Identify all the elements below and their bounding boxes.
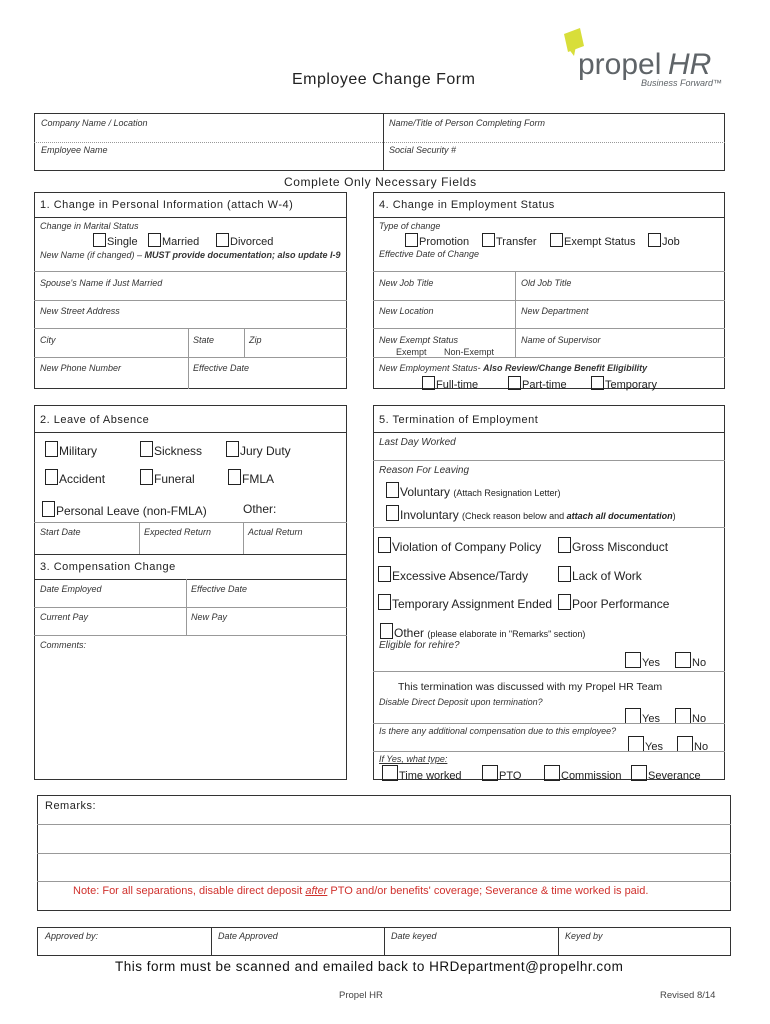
- if-yes-label: If Yes, what type:: [379, 754, 448, 764]
- comments-textarea[interactable]: [36, 652, 345, 778]
- instruction-heading: Complete Only Necessary Fields: [284, 175, 477, 189]
- jury-duty-checkbox[interactable]: [226, 441, 239, 457]
- rehire-no-checkbox[interactable]: [675, 652, 691, 668]
- phone-label: New Phone Number: [40, 363, 122, 373]
- single-checkbox[interactable]: [93, 233, 106, 247]
- employment-status-label: New Employment Status- Also Review/Change Benefit Eligibility: [379, 363, 648, 373]
- new-location-label: New Location: [379, 306, 434, 316]
- commission-checkbox[interactable]: [544, 765, 560, 781]
- commission-option[interactable]: Commission: [544, 765, 622, 782]
- temporary-option[interactable]: Temporary: [591, 376, 657, 391]
- deposit-no-option[interactable]: No: [675, 708, 706, 725]
- supervisor-label: Name of Supervisor: [521, 335, 601, 345]
- keyed-by-label: Keyed by: [565, 931, 603, 941]
- temp-assignment-option[interactable]: Temporary Assignment Ended: [378, 594, 552, 611]
- temp-assignment-checkbox[interactable]: [378, 594, 391, 610]
- street-label: New Street Address: [40, 306, 120, 316]
- poor-performance-checkbox[interactable]: [558, 594, 571, 610]
- additional-comp-label: Is there any additional compensation due to this employee?: [379, 726, 617, 736]
- compensation-heading: 3. Compensation Change: [40, 561, 176, 573]
- exempt-option[interactable]: Exempt: [396, 347, 427, 357]
- military-option[interactable]: Military: [45, 441, 97, 458]
- form-title: Employee Change Form: [292, 71, 476, 88]
- last-day-label: Last Day Worked: [379, 437, 456, 448]
- current-pay-label: Current Pay: [40, 612, 89, 622]
- severance-checkbox[interactable]: [631, 765, 647, 781]
- single-option[interactable]: Single: [93, 233, 138, 248]
- funeral-checkbox[interactable]: [140, 469, 153, 485]
- reason-label: Reason For Leaving: [379, 465, 470, 476]
- new-exempt-label: New Exempt Status: [379, 335, 459, 345]
- accident-checkbox[interactable]: [45, 469, 58, 485]
- remarks-heading: Remarks:: [45, 800, 97, 812]
- additional-yes-option[interactable]: Yes: [628, 736, 663, 753]
- promotion-option[interactable]: Promotion: [405, 233, 469, 248]
- violation-checkbox[interactable]: [378, 537, 391, 553]
- new-name-label: New Name (if changed) – MUST provide documentation; also update I-9: [40, 250, 341, 260]
- personal-heading: 1. Change in Personal Information (attach W-4): [40, 199, 294, 211]
- involuntary-option[interactable]: Involuntary (Check reason below and attach all documentation): [386, 505, 676, 522]
- transfer-checkbox[interactable]: [482, 233, 495, 247]
- direct-deposit-label: Disable Direct Deposit upon termination?: [379, 697, 543, 707]
- additional-no-option[interactable]: No: [677, 736, 708, 753]
- discussed-text: This termination was discussed with my Propel HR Team: [398, 681, 663, 693]
- remarks-input[interactable]: [39, 826, 729, 880]
- funeral-option[interactable]: Funeral: [140, 469, 195, 486]
- time-worked-checkbox[interactable]: [382, 765, 398, 781]
- lack-of-work-option[interactable]: Lack of Work: [558, 566, 642, 583]
- jury-duty-option[interactable]: Jury Duty: [226, 441, 291, 458]
- city-label: City: [40, 335, 56, 345]
- rehire-yes-checkbox[interactable]: [625, 652, 641, 668]
- nonexempt-option[interactable]: Non-Exempt: [444, 347, 495, 357]
- transfer-option[interactable]: Transfer: [482, 233, 537, 248]
- comments-label: Comments:: [40, 640, 87, 650]
- personal-effective-label: Effective Date: [193, 363, 250, 373]
- job-option[interactable]: Job: [648, 233, 680, 248]
- approved-by-label: Approved by:: [45, 931, 99, 941]
- leave-heading: 2. Leave of Absence: [40, 414, 150, 426]
- involuntary-checkbox[interactable]: [386, 505, 399, 521]
- old-job-label: Old Job Title: [521, 278, 572, 288]
- additional-no-checkbox[interactable]: [677, 736, 693, 752]
- type-change-label: Type of change: [379, 221, 441, 231]
- additional-yes-checkbox[interactable]: [628, 736, 644, 752]
- footer-company: Propel HR: [339, 990, 383, 1001]
- term-other-checkbox[interactable]: [380, 623, 393, 639]
- expected-return-label: Expected Return: [144, 527, 212, 537]
- actual-return-label: Actual Return: [248, 527, 303, 537]
- excessive-absence-option[interactable]: Excessive Absence/Tardy: [378, 566, 528, 583]
- footer-instruction: This form must be scanned and emailed back to HRDepartment@propelhr.com: [115, 959, 624, 974]
- fmla-option[interactable]: FMLA: [228, 469, 274, 486]
- pto-checkbox[interactable]: [482, 765, 498, 781]
- promotion-checkbox[interactable]: [405, 233, 418, 247]
- date-employed-label: Date Employed: [40, 584, 102, 594]
- employee-name-input[interactable]: [36, 155, 381, 169]
- start-date-label: Start Date: [40, 527, 81, 537]
- leave-other-label: Other:: [243, 502, 277, 516]
- state-label: State: [193, 335, 215, 345]
- effective-change-label: Effective Date of Change: [379, 249, 480, 259]
- military-checkbox[interactable]: [45, 441, 58, 457]
- comp-effective-label: Effective Date: [191, 584, 248, 594]
- voluntary-option[interactable]: Voluntary (Attach Resignation Letter): [386, 482, 560, 499]
- date-keyed-label: Date keyed: [391, 931, 437, 941]
- voluntary-checkbox[interactable]: [386, 482, 399, 498]
- married-checkbox[interactable]: [148, 233, 161, 247]
- completer-input[interactable]: [385, 128, 723, 141]
- part-time-option[interactable]: Part-time: [508, 376, 567, 391]
- spouse-label: Spouse's Name if Just Married: [40, 278, 163, 288]
- divorced-option[interactable]: Divorced: [216, 233, 273, 248]
- propelhr-logo: [556, 26, 736, 96]
- job-checkbox[interactable]: [648, 233, 661, 247]
- marital-label: Change in Marital Status: [40, 221, 139, 231]
- temporary-checkbox[interactable]: [591, 376, 604, 390]
- ssn-input[interactable]: [385, 155, 723, 169]
- accident-option[interactable]: Accident: [45, 469, 105, 486]
- full-time-option[interactable]: Full-time: [422, 376, 478, 391]
- sickness-option[interactable]: Sickness: [140, 441, 202, 458]
- new-job-label: New Job Title: [379, 278, 434, 288]
- gross-misconduct-option[interactable]: Gross Misconduct: [558, 537, 668, 554]
- company-label: Company Name / Location: [41, 118, 148, 128]
- company-input[interactable]: [36, 128, 381, 141]
- violation-option[interactable]: Violation of Company Policy: [378, 537, 541, 554]
- gross-misconduct-checkbox[interactable]: [558, 537, 571, 553]
- ssn-label: Social Security #: [389, 145, 457, 155]
- termination-heading: 5. Termination of Employment: [379, 414, 539, 426]
- personal-leave-checkbox[interactable]: [42, 501, 55, 517]
- fmla-checkbox[interactable]: [228, 469, 241, 485]
- new-department-label: New Department: [521, 306, 589, 316]
- exempt-status-option[interactable]: Exempt Status: [550, 233, 636, 248]
- exempt-status-checkbox[interactable]: [550, 233, 563, 247]
- zip-label: Zip: [249, 335, 262, 345]
- logo-brand-accent: HR: [668, 48, 712, 81]
- part-time-checkbox[interactable]: [508, 376, 521, 390]
- excessive-absence-checkbox[interactable]: [378, 566, 391, 582]
- employee-name-label: Employee Name: [41, 145, 108, 155]
- sickness-checkbox[interactable]: [140, 441, 153, 457]
- new-pay-label: New Pay: [191, 612, 228, 622]
- pto-option[interactable]: PTO: [482, 765, 521, 782]
- footer-revision: Revised 8/14: [660, 990, 716, 1001]
- remarks-note: Note: For all separations, disable direct deposit after PTO and/or benefits' coverage; Severance & time worked is paid.: [73, 885, 649, 897]
- severance-option[interactable]: Severance: [631, 765, 701, 782]
- lack-of-work-checkbox[interactable]: [558, 566, 571, 582]
- deposit-yes-checkbox[interactable]: [625, 708, 641, 724]
- logo-brand: propel: [578, 48, 662, 81]
- deposit-yes-option[interactable]: Yes: [625, 708, 660, 725]
- logo-tagline: Business Forward™: [641, 78, 723, 88]
- time-worked-option[interactable]: Time worked: [382, 765, 462, 782]
- personal-leave-option[interactable]: Personal Leave (non-FMLA): [42, 501, 207, 518]
- completer-label: Name/Title of Person Completing Form: [389, 118, 545, 128]
- employment-heading: 4. Change in Employment Status: [379, 199, 555, 211]
- full-time-checkbox[interactable]: [422, 376, 435, 390]
- poor-performance-option[interactable]: Poor Performance: [558, 594, 669, 611]
- deposit-no-checkbox[interactable]: [675, 708, 691, 724]
- term-other-option[interactable]: Other (please elaborate in "Remarks" section): [380, 623, 585, 640]
- date-approved-label: Date Approved: [218, 931, 278, 941]
- rehire-no-option[interactable]: No: [675, 652, 706, 669]
- rehire-yes-option[interactable]: Yes: [625, 652, 660, 669]
- divorced-checkbox[interactable]: [216, 233, 229, 247]
- rehire-label: Eligible for rehire?: [379, 640, 460, 651]
- married-option[interactable]: Married: [148, 233, 199, 248]
